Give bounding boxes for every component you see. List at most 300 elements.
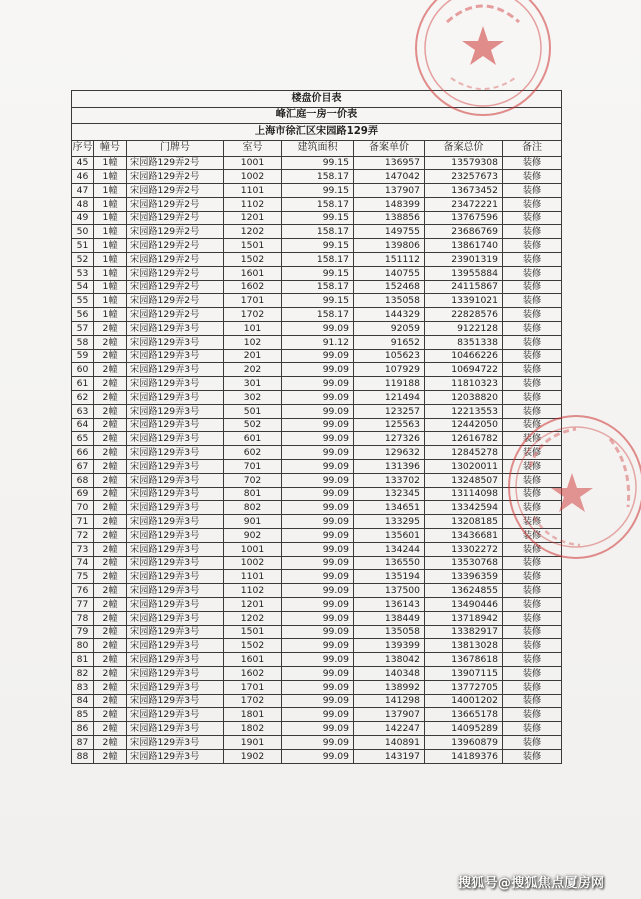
table-row — [72, 197, 562, 211]
cell-index: 88 — [72, 749, 94, 763]
cell-total-price: 13767596 — [425, 211, 503, 225]
table-row — [72, 184, 562, 198]
cell-total-price: 13391021 — [425, 294, 503, 308]
cell-address: 宋园路129弄3号 — [127, 446, 224, 460]
cell-address: 宋园路129弄3号 — [127, 542, 224, 556]
cell-note: 装修 — [503, 611, 562, 625]
cell-room: 601 — [224, 432, 282, 446]
cell-address: 宋园路129弄3号 — [127, 570, 224, 584]
cell-address: 宋园路129弄3号 — [127, 391, 224, 405]
table-row — [72, 570, 562, 584]
table-row — [72, 708, 562, 722]
cell-index: 85 — [72, 708, 94, 722]
cell-unit-price: 138449 — [354, 611, 425, 625]
cell-unit-price: 142247 — [354, 722, 425, 736]
cell-note: 装修 — [503, 735, 562, 749]
cell-note: 装修 — [503, 749, 562, 763]
cell-address: 宋园路129弄3号 — [127, 404, 224, 418]
cell-area: 99.15 — [282, 239, 354, 253]
cell-building: 2幢 — [94, 322, 127, 336]
cell-index: 50 — [72, 225, 94, 239]
cell-building: 2幢 — [94, 653, 127, 667]
cell-room: 1001 — [224, 156, 282, 170]
cell-room: 201 — [224, 349, 282, 363]
cell-area: 99.09 — [282, 404, 354, 418]
cell-note: 装修 — [503, 239, 562, 253]
cell-unit-price: 138856 — [354, 211, 425, 225]
cell-note: 装修 — [503, 501, 562, 515]
cell-total-price: 22828576 — [425, 308, 503, 322]
cell-building: 2幢 — [94, 666, 127, 680]
cell-area: 99.09 — [282, 446, 354, 460]
table-row — [72, 446, 562, 460]
cell-building: 2幢 — [94, 542, 127, 556]
cell-area: 99.15 — [282, 294, 354, 308]
table-row — [72, 722, 562, 736]
cell-unit-price: 139399 — [354, 639, 425, 653]
cell-note: 装修 — [503, 335, 562, 349]
cell-unit-price: 147042 — [354, 170, 425, 184]
cell-unit-price: 105623 — [354, 349, 425, 363]
cell-address: 宋园路129弄2号 — [127, 184, 224, 198]
cell-address: 宋园路129弄3号 — [127, 432, 224, 446]
cell-total-price: 13579308 — [425, 156, 503, 170]
cell-note: 装修 — [503, 404, 562, 418]
cell-unit-price: 125563 — [354, 418, 425, 432]
cell-building: 2幢 — [94, 611, 127, 625]
cell-address: 宋园路129弄3号 — [127, 708, 224, 722]
col-header-unit-price: 备案单价 — [354, 140, 425, 156]
cell-address: 宋园路129弄2号 — [127, 225, 224, 239]
cell-address: 宋园路129弄3号 — [127, 556, 224, 570]
col-header-area: 建筑面积 — [282, 140, 354, 156]
cell-building: 2幢 — [94, 487, 127, 501]
cell-index: 46 — [72, 170, 94, 184]
table-row — [72, 211, 562, 225]
cell-index: 56 — [72, 308, 94, 322]
cell-building: 1幢 — [94, 197, 127, 211]
cell-index: 84 — [72, 694, 94, 708]
cell-area: 158.17 — [282, 308, 354, 322]
cell-room: 802 — [224, 501, 282, 515]
cell-total-price: 13208185 — [425, 515, 503, 529]
cell-total-price: 14001202 — [425, 694, 503, 708]
cell-address: 宋园路129弄3号 — [127, 529, 224, 543]
table-row — [72, 239, 562, 253]
cell-index: 47 — [72, 184, 94, 198]
cell-area: 99.09 — [282, 749, 354, 763]
cell-area: 99.09 — [282, 363, 354, 377]
cell-room: 1501 — [224, 239, 282, 253]
cell-area: 158.17 — [282, 197, 354, 211]
cell-index: 87 — [72, 735, 94, 749]
cell-unit-price: 139806 — [354, 239, 425, 253]
cell-area: 99.09 — [282, 735, 354, 749]
cell-unit-price: 137500 — [354, 584, 425, 598]
col-header-building: 幢号 — [94, 140, 127, 156]
cell-total-price: 13342594 — [425, 501, 503, 515]
cell-area: 99.09 — [282, 570, 354, 584]
table-row — [72, 266, 562, 280]
cell-total-price: 13020011 — [425, 460, 503, 474]
table-row — [72, 335, 562, 349]
cell-room: 1002 — [224, 556, 282, 570]
table-row — [72, 391, 562, 405]
cell-index: 78 — [72, 611, 94, 625]
cell-total-price: 12442050 — [425, 418, 503, 432]
cell-area: 99.09 — [282, 432, 354, 446]
cell-area: 158.17 — [282, 225, 354, 239]
cell-building: 1幢 — [94, 225, 127, 239]
cell-address: 宋园路129弄3号 — [127, 722, 224, 736]
cell-total-price: 13813028 — [425, 639, 503, 653]
cell-room: 1601 — [224, 653, 282, 667]
cell-room: 1702 — [224, 308, 282, 322]
cell-total-price: 13382917 — [425, 625, 503, 639]
cell-index: 54 — [72, 280, 94, 294]
cell-address: 宋园路129弄3号 — [127, 363, 224, 377]
cell-unit-price: 135058 — [354, 625, 425, 639]
cell-total-price: 13665178 — [425, 708, 503, 722]
cell-building: 2幢 — [94, 570, 127, 584]
cell-unit-price: 138992 — [354, 680, 425, 694]
cell-total-price: 13302272 — [425, 542, 503, 556]
cell-total-price: 23686769 — [425, 225, 503, 239]
table-row — [72, 308, 562, 322]
cell-unit-price: 137907 — [354, 708, 425, 722]
cell-unit-price: 123257 — [354, 404, 425, 418]
cell-room: 701 — [224, 460, 282, 474]
cell-unit-price: 143197 — [354, 749, 425, 763]
cell-index: 66 — [72, 446, 94, 460]
cell-note: 装修 — [503, 584, 562, 598]
cell-address: 宋园路129弄3号 — [127, 653, 224, 667]
cell-note: 装修 — [503, 211, 562, 225]
col-header-note: 备注 — [503, 140, 562, 156]
cell-note: 装修 — [503, 225, 562, 239]
cell-unit-price: 92059 — [354, 322, 425, 336]
cell-note: 装修 — [503, 487, 562, 501]
cell-room: 1901 — [224, 735, 282, 749]
cell-total-price: 24115867 — [425, 280, 503, 294]
cell-room: 301 — [224, 377, 282, 391]
cell-index: 80 — [72, 639, 94, 653]
cell-index: 57 — [72, 322, 94, 336]
cell-unit-price: 121494 — [354, 391, 425, 405]
cell-index: 71 — [72, 515, 94, 529]
cell-index: 65 — [72, 432, 94, 446]
cell-room: 1602 — [224, 280, 282, 294]
col-header-index: 序号 — [72, 140, 94, 156]
cell-area: 99.09 — [282, 515, 354, 529]
cell-room: 102 — [224, 335, 282, 349]
cell-address: 宋园路129弄3号 — [127, 377, 224, 391]
cell-address: 宋园路129弄3号 — [127, 460, 224, 474]
cell-note: 装修 — [503, 680, 562, 694]
title-row-1 — [72, 91, 562, 108]
table-row — [72, 584, 562, 598]
cell-unit-price: 136957 — [354, 156, 425, 170]
table-row — [72, 170, 562, 184]
cell-unit-price: 134244 — [354, 542, 425, 556]
cell-room: 1702 — [224, 694, 282, 708]
cell-index: 70 — [72, 501, 94, 515]
cell-index: 55 — [72, 294, 94, 308]
cell-total-price: 13718942 — [425, 611, 503, 625]
cell-address: 宋园路129弄3号 — [127, 349, 224, 363]
cell-total-price: 10694722 — [425, 363, 503, 377]
cell-unit-price: 137907 — [354, 184, 425, 198]
cell-index: 53 — [72, 266, 94, 280]
cell-index: 82 — [72, 666, 94, 680]
table-row — [72, 611, 562, 625]
cell-index: 74 — [72, 556, 94, 570]
cell-index: 45 — [72, 156, 94, 170]
cell-note: 装修 — [503, 349, 562, 363]
cell-area: 99.09 — [282, 598, 354, 612]
cell-total-price: 14189376 — [425, 749, 503, 763]
cell-room: 501 — [224, 404, 282, 418]
table-row — [72, 280, 562, 294]
cell-address: 宋园路129弄2号 — [127, 280, 224, 294]
cell-area: 99.09 — [282, 694, 354, 708]
cell-address: 宋园路129弄3号 — [127, 625, 224, 639]
cell-index: 63 — [72, 404, 94, 418]
cell-room: 1801 — [224, 708, 282, 722]
cell-unit-price: 141298 — [354, 694, 425, 708]
cell-building: 2幢 — [94, 335, 127, 349]
cell-total-price: 13248507 — [425, 473, 503, 487]
table-row — [72, 349, 562, 363]
cell-area: 99.09 — [282, 418, 354, 432]
cell-building: 1幢 — [94, 184, 127, 198]
table-row — [72, 473, 562, 487]
cell-note: 装修 — [503, 570, 562, 584]
cell-room: 1501 — [224, 625, 282, 639]
cell-unit-price: 135601 — [354, 529, 425, 543]
cell-area: 99.09 — [282, 391, 354, 405]
cell-total-price: 13673452 — [425, 184, 503, 198]
cell-unit-price: 148399 — [354, 197, 425, 211]
cell-unit-price: 149755 — [354, 225, 425, 239]
cell-note: 装修 — [503, 266, 562, 280]
table-row — [72, 735, 562, 749]
cell-note: 装修 — [503, 515, 562, 529]
table-row — [72, 418, 562, 432]
cell-note: 装修 — [503, 418, 562, 432]
cell-unit-price: 119188 — [354, 377, 425, 391]
cell-note: 装修 — [503, 322, 562, 336]
cell-room: 1001 — [224, 542, 282, 556]
cell-total-price: 12038820 — [425, 391, 503, 405]
cell-index: 81 — [72, 653, 94, 667]
cell-address: 宋园路129弄3号 — [127, 598, 224, 612]
cell-address: 宋园路129弄3号 — [127, 694, 224, 708]
cell-unit-price: 140891 — [354, 735, 425, 749]
cell-unit-price: 129632 — [354, 446, 425, 460]
cell-note: 装修 — [503, 694, 562, 708]
cell-address: 宋园路129弄3号 — [127, 584, 224, 598]
cell-area: 99.09 — [282, 584, 354, 598]
cell-area: 99.09 — [282, 349, 354, 363]
cell-building: 2幢 — [94, 749, 127, 763]
cell-unit-price: 151112 — [354, 253, 425, 267]
table-row — [72, 432, 562, 446]
table-row — [72, 598, 562, 612]
cell-area: 99.09 — [282, 529, 354, 543]
cell-index: 76 — [72, 584, 94, 598]
cell-total-price: 13955884 — [425, 266, 503, 280]
table-row — [72, 556, 562, 570]
cell-area: 99.09 — [282, 542, 354, 556]
cell-unit-price: 131396 — [354, 460, 425, 474]
cell-total-price: 13907115 — [425, 666, 503, 680]
cell-note: 装修 — [503, 170, 562, 184]
cell-address: 宋园路129弄3号 — [127, 473, 224, 487]
table-row — [72, 501, 562, 515]
cell-building: 1幢 — [94, 170, 127, 184]
cell-building: 2幢 — [94, 363, 127, 377]
address-title: 上海市徐汇区宋园路129弄 — [72, 124, 562, 141]
table-title: 楼盘价目表 — [72, 91, 562, 108]
cell-building: 2幢 — [94, 529, 127, 543]
cell-room: 1202 — [224, 611, 282, 625]
table-row — [72, 225, 562, 239]
cell-index: 60 — [72, 363, 94, 377]
cell-unit-price: 134651 — [354, 501, 425, 515]
cell-note: 装修 — [503, 625, 562, 639]
cell-area: 99.09 — [282, 487, 354, 501]
cell-index: 68 — [72, 473, 94, 487]
cell-index: 69 — [72, 487, 94, 501]
cell-total-price: 13772705 — [425, 680, 503, 694]
cell-area: 99.09 — [282, 556, 354, 570]
cell-room: 901 — [224, 515, 282, 529]
cell-index: 73 — [72, 542, 94, 556]
cell-unit-price: 91652 — [354, 335, 425, 349]
cell-address: 宋园路129弄2号 — [127, 156, 224, 170]
cell-building: 2幢 — [94, 349, 127, 363]
cell-note: 装修 — [503, 363, 562, 377]
cell-building: 2幢 — [94, 391, 127, 405]
cell-address: 宋园路129弄2号 — [127, 253, 224, 267]
cell-room: 101 — [224, 322, 282, 336]
cell-total-price: 12213553 — [425, 404, 503, 418]
cell-index: 49 — [72, 211, 94, 225]
cell-building: 1幢 — [94, 211, 127, 225]
cell-address: 宋园路129弄3号 — [127, 639, 224, 653]
cell-total-price: 13396359 — [425, 570, 503, 584]
cell-note: 装修 — [503, 432, 562, 446]
cell-area: 158.17 — [282, 170, 354, 184]
cell-building: 2幢 — [94, 708, 127, 722]
cell-unit-price: 132345 — [354, 487, 425, 501]
cell-building: 2幢 — [94, 639, 127, 653]
cell-room: 502 — [224, 418, 282, 432]
table-row — [72, 529, 562, 543]
cell-area: 99.09 — [282, 460, 354, 474]
cell-building: 1幢 — [94, 239, 127, 253]
cell-address: 宋园路129弄3号 — [127, 501, 224, 515]
cell-unit-price: 133702 — [354, 473, 425, 487]
table-row — [72, 694, 562, 708]
cell-area: 99.09 — [282, 611, 354, 625]
cell-room: 1701 — [224, 294, 282, 308]
cell-index: 83 — [72, 680, 94, 694]
table-row — [72, 515, 562, 529]
cell-room: 202 — [224, 363, 282, 377]
cell-note: 装修 — [503, 156, 562, 170]
cell-building: 2幢 — [94, 460, 127, 474]
cell-area: 91.12 — [282, 335, 354, 349]
cell-building: 2幢 — [94, 625, 127, 639]
cell-area: 99.09 — [282, 625, 354, 639]
table-row — [72, 322, 562, 336]
cell-note: 装修 — [503, 473, 562, 487]
cell-room: 1102 — [224, 197, 282, 211]
cell-index: 67 — [72, 460, 94, 474]
cell-address: 宋园路129弄2号 — [127, 266, 224, 280]
cell-room: 1502 — [224, 639, 282, 653]
cell-note: 装修 — [503, 722, 562, 736]
cell-total-price: 12616782 — [425, 432, 503, 446]
cell-address: 宋园路129弄3号 — [127, 418, 224, 432]
cell-total-price: 13114098 — [425, 487, 503, 501]
cell-total-price: 23472221 — [425, 197, 503, 211]
cell-note: 装修 — [503, 653, 562, 667]
cell-unit-price: 144329 — [354, 308, 425, 322]
cell-building: 1幢 — [94, 266, 127, 280]
cell-room: 1602 — [224, 666, 282, 680]
cell-total-price: 13530768 — [425, 556, 503, 570]
cell-total-price: 23901319 — [425, 253, 503, 267]
cell-building: 2幢 — [94, 680, 127, 694]
cell-room: 1102 — [224, 584, 282, 598]
cell-unit-price: 136143 — [354, 598, 425, 612]
cell-room: 902 — [224, 529, 282, 543]
cell-area: 99.09 — [282, 639, 354, 653]
cell-unit-price: 127326 — [354, 432, 425, 446]
table-row — [72, 680, 562, 694]
cell-room: 302 — [224, 391, 282, 405]
cell-note: 装修 — [503, 460, 562, 474]
cell-room: 1101 — [224, 184, 282, 198]
cell-area: 99.09 — [282, 708, 354, 722]
cell-room: 1601 — [224, 266, 282, 280]
col-header-room: 室号 — [224, 140, 282, 156]
cell-total-price: 8351338 — [425, 335, 503, 349]
cell-note: 装修 — [503, 197, 562, 211]
table-row — [72, 404, 562, 418]
cell-address: 宋园路129弄2号 — [127, 197, 224, 211]
cell-unit-price: 140755 — [354, 266, 425, 280]
cell-building: 1幢 — [94, 294, 127, 308]
cell-building: 2幢 — [94, 418, 127, 432]
cell-total-price: 9122128 — [425, 322, 503, 336]
cell-total-price: 13624855 — [425, 584, 503, 598]
title-row-3 — [72, 124, 562, 141]
cell-note: 装修 — [503, 294, 562, 308]
cell-address: 宋园路129弄3号 — [127, 335, 224, 349]
table-row — [72, 363, 562, 377]
cell-building: 2幢 — [94, 556, 127, 570]
cell-building: 1幢 — [94, 280, 127, 294]
cell-index: 61 — [72, 377, 94, 391]
cell-building: 2幢 — [94, 432, 127, 446]
cell-address: 宋园路129弄3号 — [127, 611, 224, 625]
cell-address: 宋园路129弄3号 — [127, 666, 224, 680]
cell-area: 99.09 — [282, 653, 354, 667]
